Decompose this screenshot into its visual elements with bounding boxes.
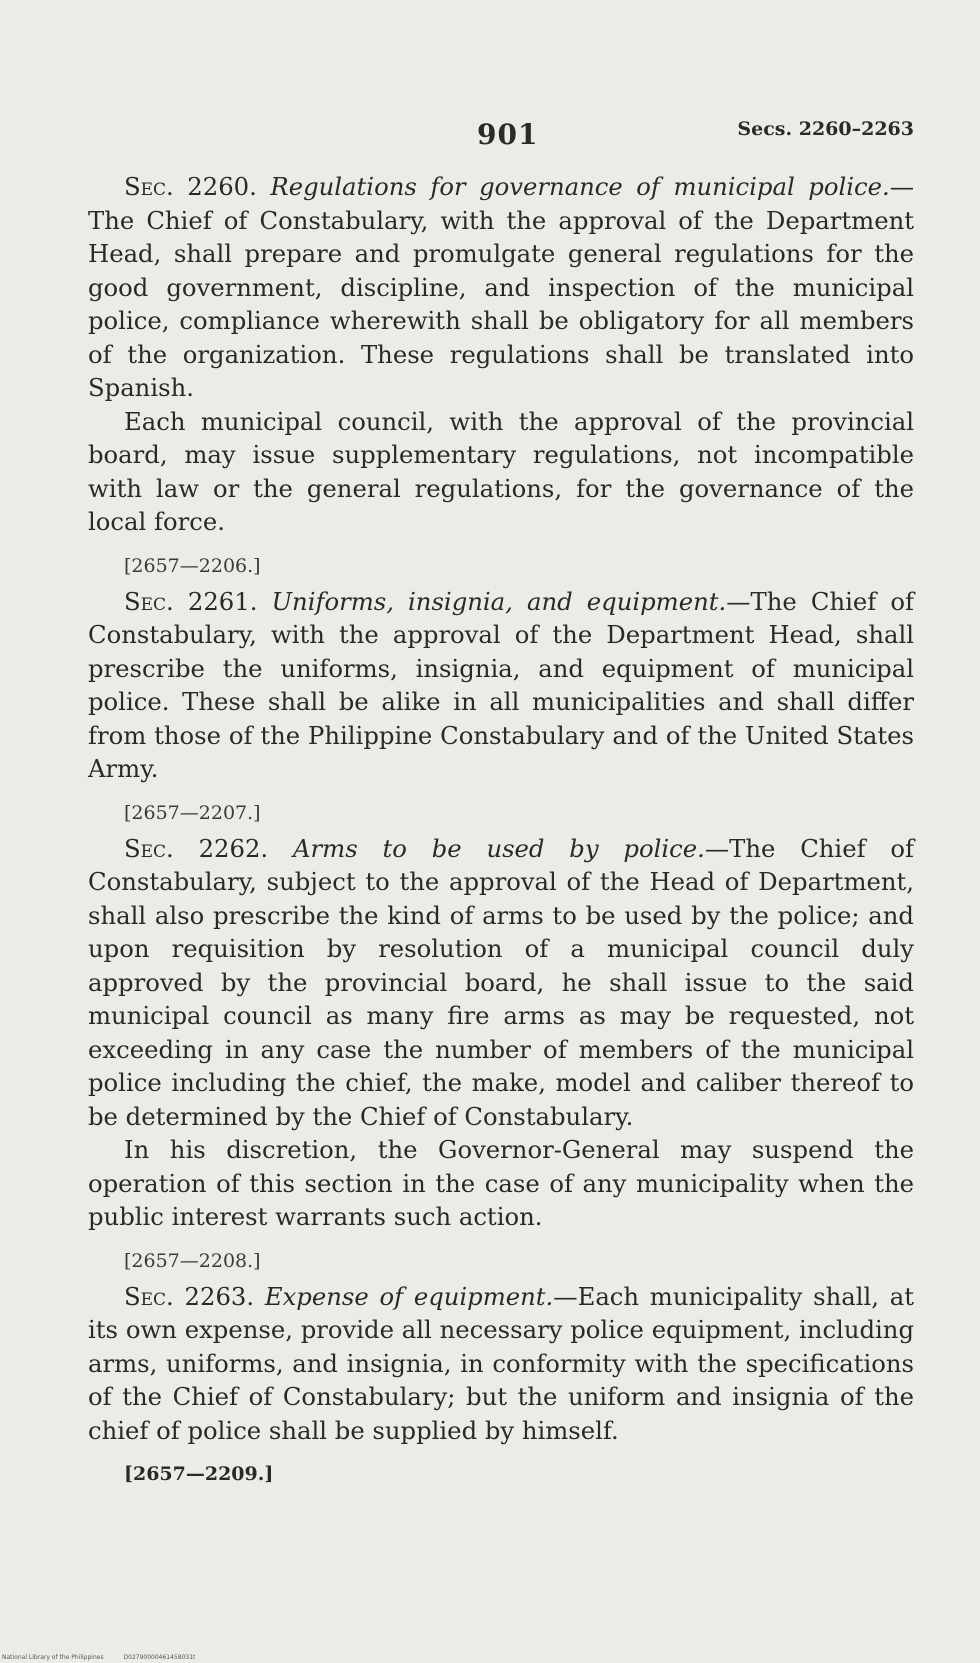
page-number: 901 bbox=[477, 118, 539, 151]
section-2260-body: —The Chief of Constabulary, with the approval of the Department Head, shall prepare and promulgate general regulations for the good government, discipline, and inspection of the municipal police, compliance wherewith shall be obligatory for all members of the organization. These regulations shall be translated into Spanish. bbox=[88, 172, 914, 402]
section-2260-heading: Regulations for governance of municipal police. bbox=[270, 172, 890, 201]
section-2260-citation: [2657—2206.] bbox=[124, 554, 261, 577]
section-2261-paragraph bbox=[88, 585, 914, 786]
section-2261-heading: Uniforms, insignia, and equipment. bbox=[271, 586, 727, 616]
section-2260-label: Sec. 2260. bbox=[124, 172, 257, 201]
page-header bbox=[0, 0, 980, 160]
footer-source: National Library of the Philippines bbox=[2, 1654, 104, 1661]
section-2263-label: Sec. 2263. bbox=[124, 1281, 255, 1311]
section-range: Secs. 2260–2263 bbox=[737, 118, 914, 140]
section-2262-label: Sec. 2262. bbox=[124, 833, 269, 863]
section-2262-paragraph bbox=[88, 832, 914, 1134]
page-body bbox=[88, 170, 914, 1493]
section-2261-citation: [2657—2207.] bbox=[124, 801, 261, 824]
section-2263-body: —Each municipality shall, at its own expense, provide all necessary police equipment, including arms, uniforms, and insignia, in conformity with the specifications of the Chief of Constabulary; but the uniform and insignia of the chief of police shall be supplied by himself. bbox=[88, 1281, 914, 1445]
section-2260-paragraph-2: Each municipal council, with the approval of the provincial board, may issue supplementary regulations, not incompatible with law or the general regulations, for the governance of the local force. bbox=[88, 406, 914, 536]
section-2261-body: —The Chief of Constabulary, with the approval of the Department Head, shall prescribe the uniforms, insignia, and equipment of municipal police. These shall be alike in all municipalities and shall differ from those of the Philippine Constabulary and of the United States Army. bbox=[88, 586, 914, 783]
footer-id: D02790000461458031t bbox=[123, 1654, 196, 1661]
scan-footer bbox=[2, 1654, 213, 1661]
section-2260-paragraph bbox=[88, 170, 914, 405]
section-2263-citation: [2657—2209.] bbox=[124, 1463, 274, 1485]
section-2263-paragraph bbox=[88, 1280, 914, 1448]
section-2261-label: Sec. 2261. bbox=[124, 586, 258, 616]
section-2262-body: —The Chief of Constabulary, subject to the approval of the Head of Department, shall also prescribe the kind of arms to be used by the police; and upon requisition by resolution of a municipal council duly approved by the provincial board, he shall issue to the said municipal council as many fire arms as may be requested, not exceeding in any case the number of members of the municipal police including the chief, the make, model and caliber thereof to be determined by the Chief of Constabulary. bbox=[88, 833, 915, 1131]
section-2262-citation: [2657—2208.] bbox=[124, 1249, 261, 1272]
section-2262-heading: Arms to be used by police. bbox=[293, 833, 705, 863]
section-2263-heading: Expense of equipment. bbox=[264, 1281, 554, 1311]
section-2262-paragraph-2: In his discretion, the Governor-General may suspend the operation of this section in the case of any municipality when the public interest warrants such action. bbox=[88, 1135, 914, 1231]
